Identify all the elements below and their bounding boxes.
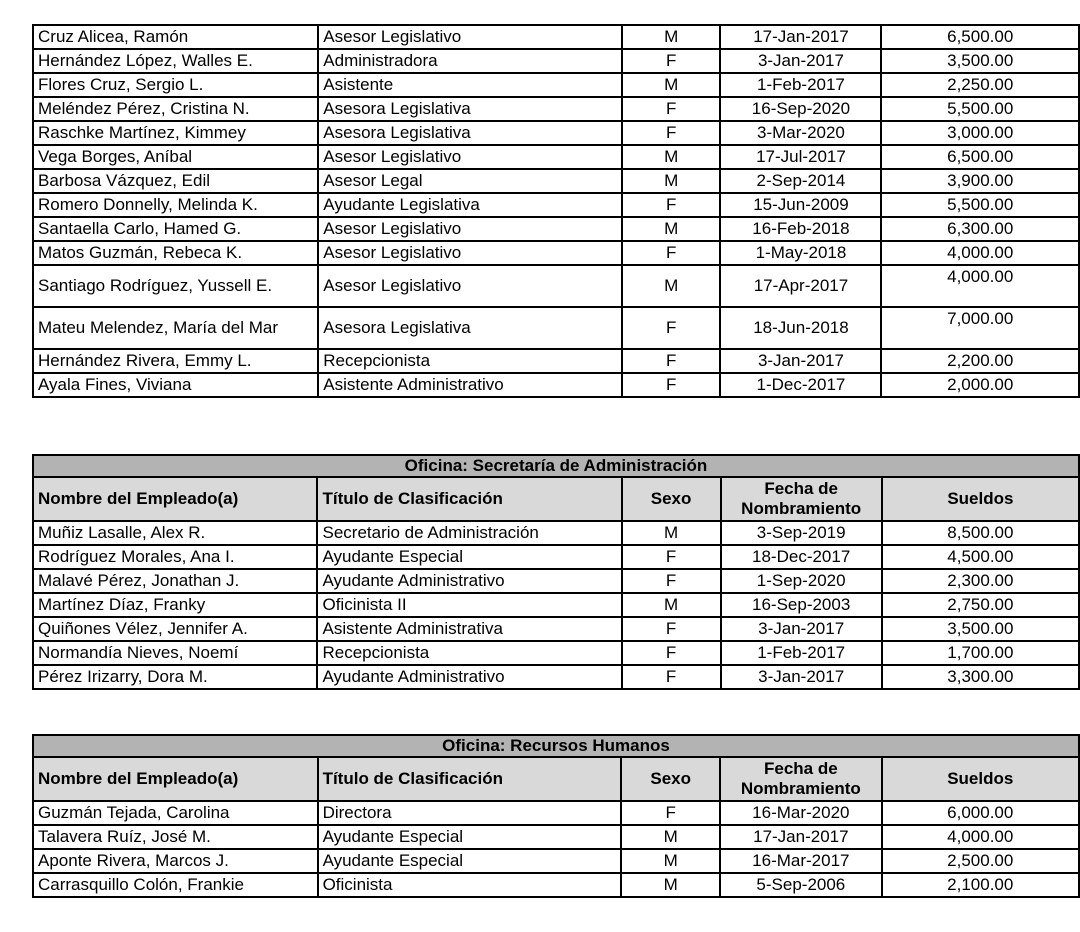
appointment-date: 3-Jan-2017 — [720, 49, 881, 73]
table-row — [33, 217, 1079, 241]
employee-name: Raschke Martínez, Kimmey — [33, 121, 318, 145]
classification-title: Oficinista II — [317, 593, 621, 617]
table-row — [33, 265, 1079, 307]
classification-title: Directora — [318, 801, 622, 825]
header-date-line2: Nombramiento — [741, 499, 862, 518]
classification-title: Asesor Legislativo — [318, 241, 622, 265]
classification-title: Administradora — [318, 49, 622, 73]
salary: 3,500.00 — [882, 617, 1079, 641]
sex: M — [622, 145, 721, 169]
table-row — [33, 193, 1079, 217]
employee-name: Malavé Pérez, Jonathan J. — [33, 569, 317, 593]
appointment-date: 16-Mar-2020 — [720, 801, 881, 825]
appointment-date: 16-Sep-2020 — [720, 97, 881, 121]
employee-name: Matos Guzmán, Rebeca K. — [33, 241, 318, 265]
appointment-date: 3-Jan-2017 — [720, 349, 881, 373]
sex: F — [622, 373, 721, 397]
appointment-date: 3-Sep-2019 — [721, 521, 882, 545]
table-header-row — [33, 477, 1079, 521]
table-row — [33, 73, 1079, 97]
classification-title: Asistente Administrativo — [318, 373, 622, 397]
header-date — [720, 757, 881, 801]
classification-title: Ayudante Administrativo — [317, 569, 621, 593]
salary: 3,000.00 — [881, 121, 1079, 145]
office-title: Oficina: Recursos Humanos — [33, 735, 1079, 757]
header-sex: Sexo — [622, 477, 721, 521]
salary: 2,000.00 — [881, 373, 1079, 397]
salary: 1,700.00 — [882, 641, 1079, 665]
classification-title: Asesor Legislativo — [318, 25, 622, 49]
sex: F — [622, 241, 721, 265]
header-date-line1: Fecha de — [763, 759, 838, 778]
table-row — [33, 373, 1079, 397]
employee-name: Cruz Alicea, Ramón — [33, 25, 318, 49]
table-row — [33, 349, 1079, 373]
salary: 4,000.00 — [881, 241, 1079, 265]
appointment-date: 15-Jun-2009 — [720, 193, 881, 217]
classification-title: Ayudante Legislativa — [318, 193, 622, 217]
appointment-date: 17-Jan-2017 — [720, 825, 881, 849]
classification-title: Asesor Legal — [318, 169, 622, 193]
classification-title: Asesor Legislativo — [318, 145, 622, 169]
employee-table-continued — [32, 24, 1080, 398]
employee-name: Muñiz Lasalle, Alex R. — [33, 521, 317, 545]
appointment-date: 18-Jun-2018 — [720, 307, 881, 349]
salary: 5,500.00 — [881, 193, 1079, 217]
header-title: Título de Clasificación — [318, 757, 622, 801]
appointment-date: 1-Dec-2017 — [720, 373, 881, 397]
appointment-date: 17-Jul-2017 — [720, 145, 881, 169]
employee-name: Vega Borges, Aníbal — [33, 145, 318, 169]
sex: F — [622, 617, 721, 641]
employee-name: Hernández López, Walles E. — [33, 49, 318, 73]
salary: 6,500.00 — [881, 25, 1079, 49]
header-date — [721, 477, 882, 521]
sex: F — [622, 349, 721, 373]
header-salary: Sueldos — [882, 757, 1079, 801]
classification-title: Asistente — [318, 73, 622, 97]
employee-name: Meléndez Pérez, Cristina N. — [33, 97, 318, 121]
table-row — [33, 121, 1079, 145]
salary: 8,500.00 — [882, 521, 1079, 545]
employee-name: Santaella Carlo, Hamed G. — [33, 217, 318, 241]
sex: F — [622, 665, 721, 689]
classification-title: Ayudante Especial — [317, 545, 621, 569]
table-row — [33, 641, 1079, 665]
sex: M — [622, 521, 721, 545]
header-title: Título de Clasificación — [317, 477, 621, 521]
table-row — [33, 169, 1079, 193]
employee-name: Carrasquillo Colón, Frankie — [33, 873, 318, 897]
table-row — [33, 873, 1079, 897]
sex: M — [622, 169, 721, 193]
table-header-row — [33, 757, 1079, 801]
salary: 2,300.00 — [882, 569, 1079, 593]
sex: M — [622, 73, 721, 97]
sex: M — [621, 849, 720, 873]
salary: 3,300.00 — [882, 665, 1079, 689]
sex: F — [622, 49, 721, 73]
employee-name: Romero Donnelly, Melinda K. — [33, 193, 318, 217]
employee-name: Martínez Díaz, Franky — [33, 593, 317, 617]
salary: 2,750.00 — [882, 593, 1079, 617]
classification-title: Oficinista — [318, 873, 622, 897]
appointment-date: 1-Feb-2017 — [721, 641, 882, 665]
appointment-date: 18-Dec-2017 — [721, 545, 882, 569]
appointment-date: 17-Jan-2017 — [720, 25, 881, 49]
table-row — [33, 97, 1079, 121]
employee-name: Ayala Fines, Viviana — [33, 373, 318, 397]
classification-title: Recepcionista — [317, 641, 621, 665]
table-row — [33, 849, 1079, 873]
sex: M — [622, 217, 721, 241]
salary: 3,500.00 — [881, 49, 1079, 73]
table-row — [33, 617, 1079, 641]
employee-name: Quiñones Vélez, Jennifer A. — [33, 617, 317, 641]
classification-title: Secretario de Administración — [317, 521, 621, 545]
employee-name: Flores Cruz, Sergio L. — [33, 73, 318, 97]
table-row — [33, 545, 1079, 569]
employee-name: Pérez Irizarry, Dora M. — [33, 665, 317, 689]
salary: 6,300.00 — [881, 217, 1079, 241]
salary: 6,000.00 — [882, 801, 1079, 825]
header-name: Nombre del Empleado(a) — [33, 757, 318, 801]
appointment-date: 3-Jan-2017 — [721, 617, 882, 641]
employee-name: Aponte Rivera, Marcos J. — [33, 849, 318, 873]
employee-name: Santiago Rodríguez, Yussell E. — [33, 265, 318, 307]
classification-title: Asesor Legislativo — [318, 217, 622, 241]
salary: 2,250.00 — [881, 73, 1079, 97]
employee-name: Talavera Ruíz, José M. — [33, 825, 318, 849]
table-row — [33, 241, 1079, 265]
table-row — [33, 307, 1079, 349]
salary: 3,900.00 — [881, 169, 1079, 193]
table-row — [33, 25, 1079, 49]
header-salary: Sueldos — [882, 477, 1079, 521]
classification-title: Asesora Legislativa — [318, 97, 622, 121]
table-row — [33, 569, 1079, 593]
sex: F — [622, 97, 721, 121]
employee-name: Normandía Nieves, Noemí — [33, 641, 317, 665]
employee-name: Mateu Melendez, María del Mar — [33, 307, 318, 349]
header-date-line1: Fecha de — [764, 479, 839, 498]
appointment-date: 3-Jan-2017 — [721, 665, 882, 689]
header-date-line2: Nombramiento — [740, 779, 861, 798]
sex: F — [622, 641, 721, 665]
sex: F — [622, 545, 721, 569]
table-row — [33, 825, 1079, 849]
employee-name: Guzmán Tejada, Carolina — [33, 801, 318, 825]
salary: 2,200.00 — [881, 349, 1079, 373]
salary: 4,000.00 — [881, 265, 1079, 307]
salary: 2,100.00 — [882, 873, 1079, 897]
appointment-date: 3-Mar-2020 — [720, 121, 881, 145]
classification-title: Asesor Legislativo — [318, 265, 622, 307]
employee-name: Hernández Rivera, Emmy L. — [33, 349, 318, 373]
sex: F — [622, 193, 721, 217]
table-row — [33, 49, 1079, 73]
appointment-date: 17-Apr-2017 — [720, 265, 881, 307]
classification-title: Ayudante Especial — [318, 825, 622, 849]
admin-office-table — [32, 454, 1080, 690]
table-row — [33, 521, 1079, 545]
sex: F — [622, 307, 721, 349]
salary: 5,500.00 — [881, 97, 1079, 121]
classification-title: Ayudante Especial — [318, 849, 622, 873]
appointment-date: 1-Sep-2020 — [721, 569, 882, 593]
classification-title: Asesora Legislativa — [318, 307, 622, 349]
appointment-date: 2-Sep-2014 — [720, 169, 881, 193]
table-row — [33, 593, 1079, 617]
classification-title: Asesora Legislativa — [318, 121, 622, 145]
sex: F — [621, 801, 720, 825]
table-row — [33, 665, 1079, 689]
appointment-date: 16-Feb-2018 — [720, 217, 881, 241]
table-row — [33, 801, 1079, 825]
header-name: Nombre del Empleado(a) — [33, 477, 317, 521]
classification-title: Recepcionista — [318, 349, 622, 373]
appointment-date: 1-May-2018 — [720, 241, 881, 265]
table-row — [33, 145, 1079, 169]
sex: F — [622, 121, 721, 145]
header-sex: Sexo — [621, 757, 720, 801]
appointment-date: 16-Mar-2017 — [720, 849, 881, 873]
sex: F — [622, 569, 721, 593]
appointment-date: 5-Sep-2006 — [720, 873, 881, 897]
sex: M — [621, 873, 720, 897]
salary: 4,500.00 — [882, 545, 1079, 569]
sex: M — [622, 25, 721, 49]
sex: M — [622, 593, 721, 617]
classification-title: Ayudante Administrativo — [317, 665, 621, 689]
salary: 7,000.00 — [881, 307, 1079, 349]
appointment-date: 1-Feb-2017 — [720, 73, 881, 97]
employee-name: Rodríguez Morales, Ana I. — [33, 545, 317, 569]
salary: 6,500.00 — [881, 145, 1079, 169]
appointment-date: 16-Sep-2003 — [721, 593, 882, 617]
office-title: Oficina: Secretaría de Administración — [33, 455, 1079, 477]
hr-office-table — [32, 734, 1080, 898]
salary: 4,000.00 — [882, 825, 1079, 849]
classification-title: Asistente Administrativa — [317, 617, 621, 641]
salary: 2,500.00 — [882, 849, 1079, 873]
employee-name: Barbosa Vázquez, Edil — [33, 169, 318, 193]
sex: M — [621, 825, 720, 849]
sex: M — [622, 265, 721, 307]
